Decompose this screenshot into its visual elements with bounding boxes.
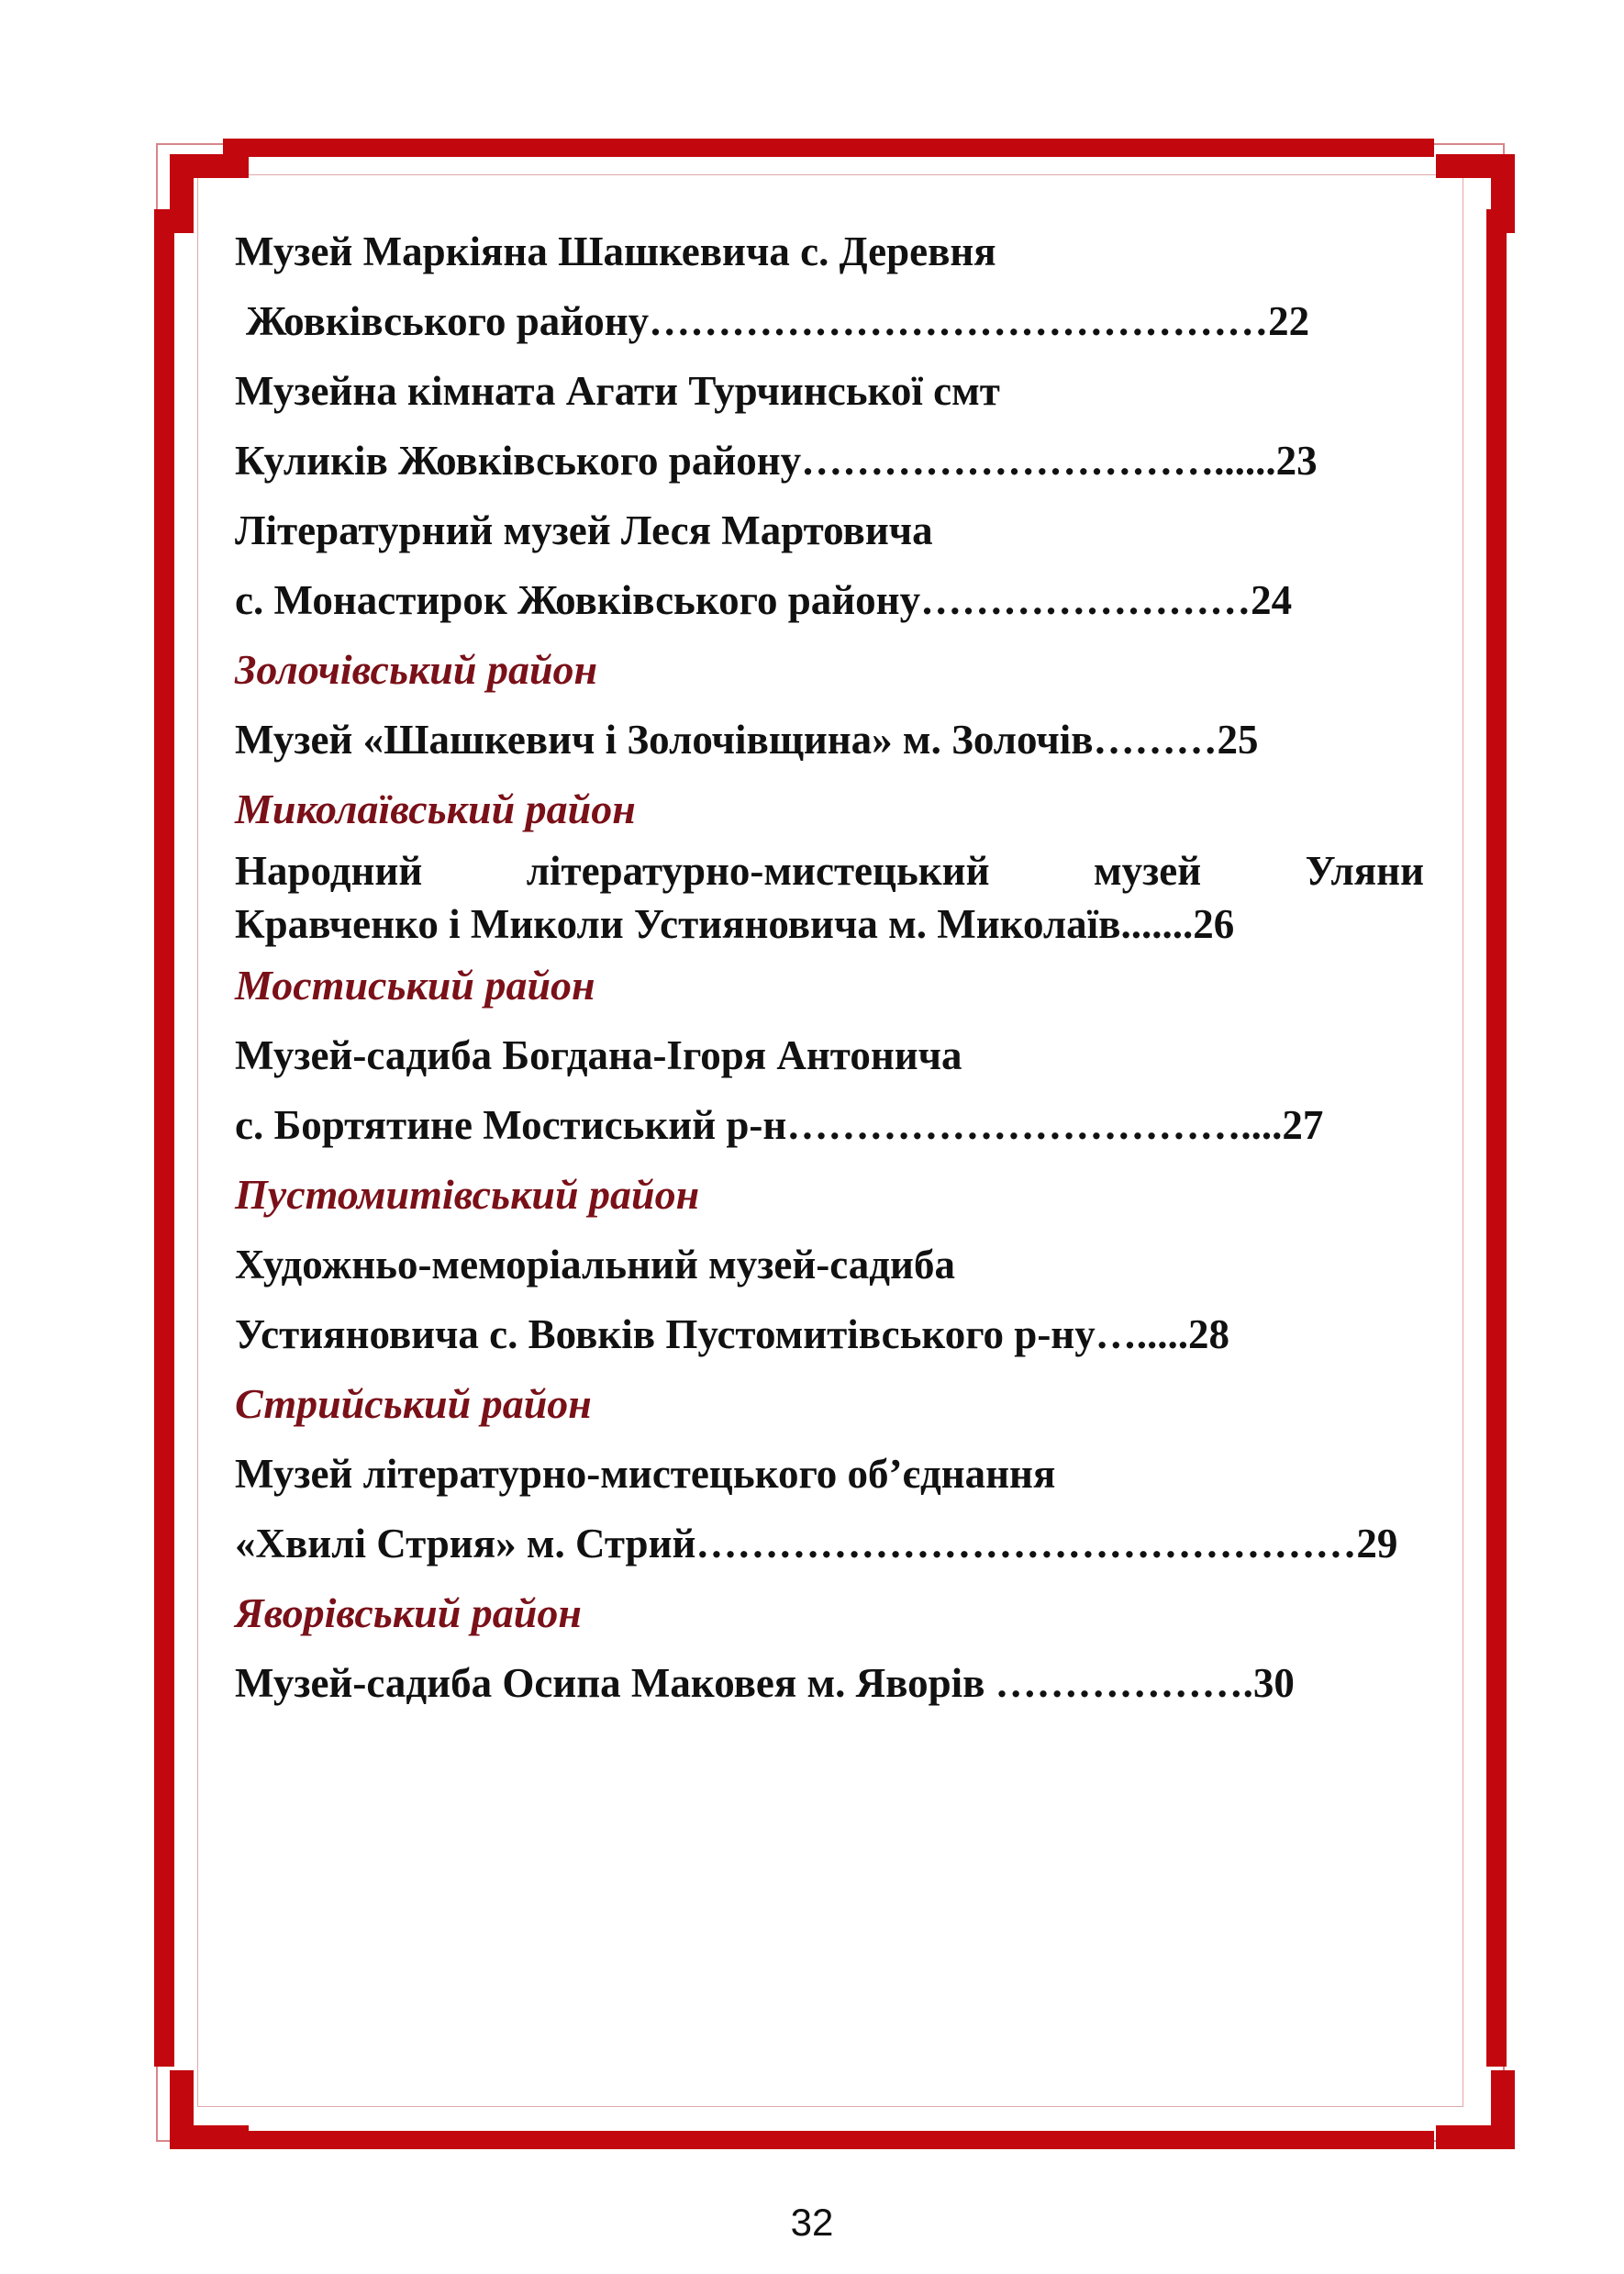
toc-entry: Народний літературно-мистецький музей Уляни — [235, 848, 1424, 894]
frame-corner-top-right — [1436, 154, 1515, 233]
toc-section-heading: Миколаївський район — [235, 786, 636, 832]
toc-entry: Музей-садиба Осипа Маковея м. Яворів ……………….30 — [235, 1660, 1295, 1706]
toc-entry: Музей-садиба Богдана-Ігоря Антонича — [235, 1032, 962, 1078]
toc-entry: Музей літературно-мистецького об’єднання — [235, 1451, 1056, 1497]
toc-entry: с. Монастирок Жовківського району……………………24 — [235, 577, 1293, 623]
frame-top-bar — [223, 139, 1434, 157]
toc-entry: «Хвилі Стрия» м. Стрий…………………………………………29 — [235, 1521, 1398, 1566]
frame-corner-bottom-right — [1436, 2070, 1515, 2149]
toc-entry: Художньо-меморіальний музей-садиба — [235, 1242, 955, 1287]
toc-entry: Музейна кімната Агати Турчинської смт — [235, 368, 1000, 414]
toc-entry: Музей «Шашкевич і Золочівщина» м. Золочів………25 — [235, 717, 1259, 763]
frame-bottom-bar — [223, 2131, 1434, 2149]
frame-right-bar — [1486, 209, 1507, 2067]
toc-section-heading: Пустомитівський район — [235, 1171, 700, 1218]
toc-entry: Жовківського району………………………………………22 — [246, 298, 1310, 344]
page-number: 32 — [790, 2201, 834, 2244]
toc-section-heading: Стрийський район — [235, 1380, 592, 1427]
toc-entry: Куликів Жовківського району…………………………......23 — [235, 438, 1318, 484]
toc-section-heading: Яворівський район — [235, 1589, 582, 1636]
toc-entry: с. Бортятине Мостиський р-н……………………………....27 — [235, 1102, 1324, 1148]
toc-section-heading: Золочівський район — [235, 646, 598, 693]
frame-corner-bottom-left — [170, 2070, 249, 2149]
table-of-contents — [235, 217, 1424, 1718]
frame-left-bar — [154, 209, 174, 2067]
toc-entry: Устияновича с. Вовків Пустомитівського р-ну….....28 — [235, 1311, 1229, 1357]
toc-entry: Літературний музей Леся Мартовича — [235, 507, 933, 553]
toc-entry: Музей Маркіяна Шашкевича с. Деревня — [235, 229, 996, 274]
toc-section-heading: Мостиський район — [235, 962, 595, 1009]
toc-entry: Кравченко і Миколи Устияновича м. Миколаїв.......26 — [235, 901, 1235, 947]
